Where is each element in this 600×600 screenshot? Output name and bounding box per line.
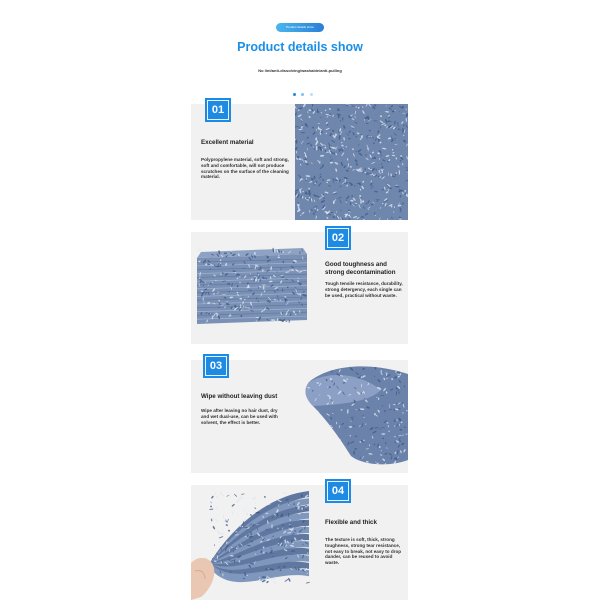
fabric-texture-photo	[295, 104, 408, 220]
feature-title: Wipe without leaving dust	[201, 393, 278, 400]
curled-wipe-photo	[291, 360, 408, 473]
feature-title: Flexible and thick	[325, 519, 377, 526]
carousel-dots	[293, 83, 314, 87]
feature-number-badge: 01	[205, 98, 231, 122]
feature-number-badge: 03	[203, 354, 229, 378]
feature-number-badge: 02	[325, 226, 351, 250]
feature-title: Excellent material	[201, 139, 254, 146]
feature-description: Tough tensile resistance, durability, strong detergency, each single can be used, practical without waste.	[325, 281, 403, 298]
hand-holding-wipes-photo	[191, 485, 311, 600]
stacked-wipes-photo	[191, 232, 311, 344]
hand-holding-wipes-image	[191, 485, 311, 600]
feature-description: Wipe after leaving no hair dust, dry and wet dual-use, can be used with solvent, the effect is better.	[201, 408, 278, 425]
feature-number-badge: 04	[325, 479, 351, 503]
feature-card-1	[191, 104, 408, 220]
fabric-texture-image	[295, 104, 408, 220]
feature-card-2	[191, 232, 408, 344]
curled-wipe-image	[291, 360, 408, 473]
feature-description: Polypropylene material, soft and strong, soft and comfortable, will not produce scratches on the surface of the cleaning material.	[201, 157, 289, 180]
page-subtitle: No lint/anti-dissolving/washable/anti-pulling	[258, 68, 342, 73]
stacked-wipes-image	[191, 232, 311, 344]
feature-description: The texture is soft, thick, strong toughness, strong tear resistance, not easy to break, not easy to drop dander, can be reused to avoid waste.	[325, 537, 402, 566]
dot-1[interactable]	[293, 93, 296, 96]
dot-2[interactable]	[301, 93, 304, 96]
feature-title: Good toughness and strong decontamination	[325, 261, 396, 276]
feature-card-3	[191, 360, 408, 473]
header-pill: Product details show	[276, 23, 324, 32]
dot-3[interactable]	[310, 93, 313, 96]
feature-card-4	[191, 485, 408, 600]
page-title: Product details show	[237, 40, 363, 54]
